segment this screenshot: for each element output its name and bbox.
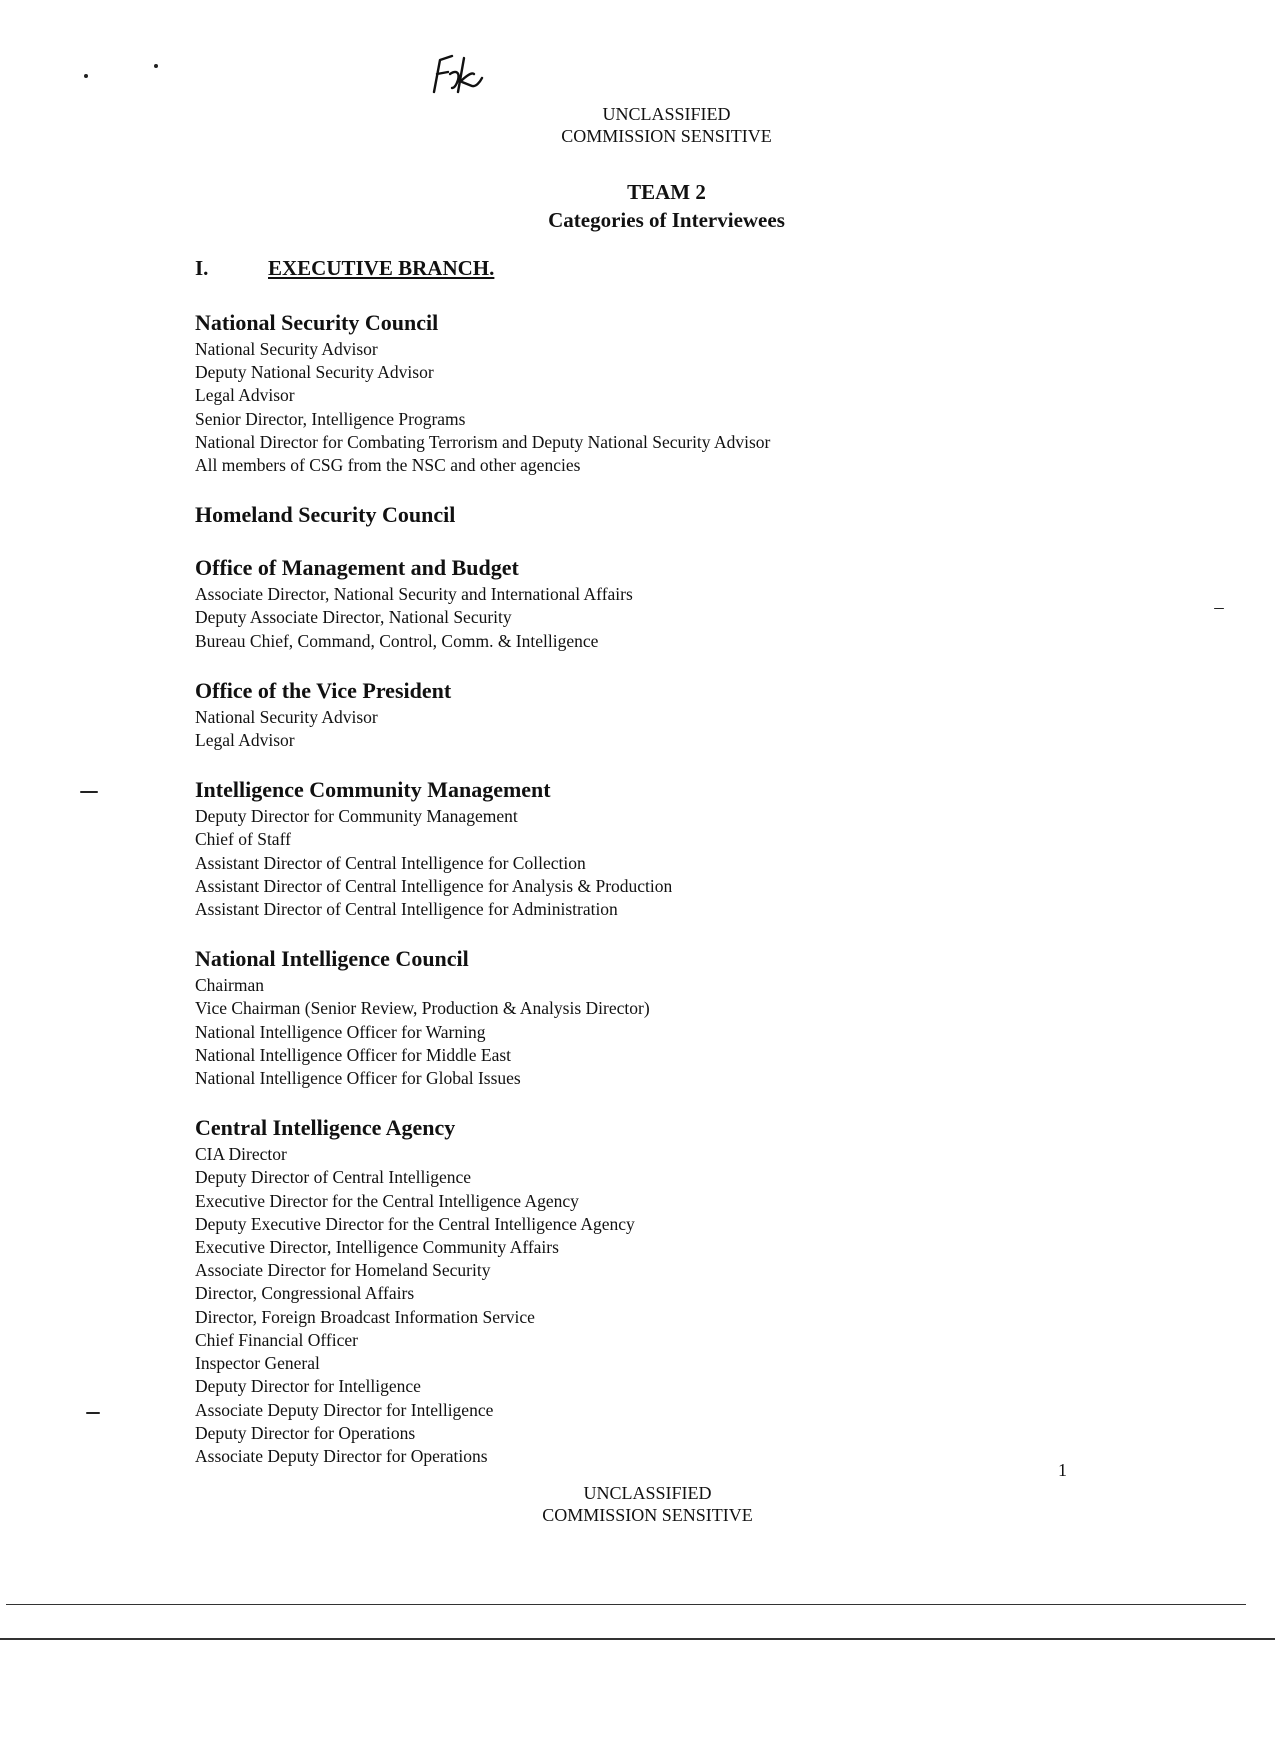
scan-speck — [1214, 608, 1224, 609]
group-spacer — [195, 1090, 1145, 1113]
classification-header-line2: COMMISSION SENSITIVE — [561, 126, 772, 146]
group-title: Office of Management and Budget — [195, 555, 519, 581]
scan-rule-upper — [6, 1604, 1246, 1605]
group-spacer — [195, 653, 1145, 676]
interviewee-position: Deputy National Security Advisor — [195, 362, 434, 383]
interviewee-position: Chief of Staff — [195, 829, 291, 850]
group-title: Office of the Vice President — [195, 677, 452, 703]
group-spacer — [195, 752, 1145, 775]
interviewee-position: Inspector General — [195, 1353, 320, 1374]
interviewee-group — [195, 676, 1145, 752]
interviewee-position: Deputy Director for Operations — [195, 1422, 416, 1443]
title-line2: Categories of Interviewees — [548, 208, 785, 232]
classification-footer-line1: UNCLASSIFIED — [583, 1483, 712, 1503]
interviewee-position: Director, Congressional Affairs — [195, 1283, 415, 1304]
interviewee-position: Senior Director, Intelligence Programs — [195, 408, 466, 429]
interviewee-position: Assistant Director of Central Intelligence for Administration — [195, 899, 618, 920]
group-item-list — [195, 805, 1145, 921]
interviewee-position: National Intelligence Officer for Middle East — [195, 1044, 512, 1065]
interviewee-position: CIA Director — [195, 1144, 287, 1165]
interviewee-position: Deputy Director for Community Management — [195, 806, 518, 827]
group-spacer — [195, 477, 1145, 500]
interviewee-position: Executive Director, Intelligence Community Affairs — [195, 1237, 559, 1258]
interviewee-position: Director, Foreign Broadcast Information Service — [195, 1306, 535, 1327]
classification-footer-line2: COMMISSION SENSITIVE — [542, 1505, 753, 1525]
group-title: Intelligence Community Management — [195, 777, 551, 803]
page-number: 1 — [1058, 1460, 1067, 1480]
group-title: Central Intelligence Agency — [195, 1115, 456, 1141]
section-number: I. — [195, 256, 209, 280]
group-title: National Security Council — [195, 310, 439, 335]
interviewee-position: Bureau Chief, Command, Control, Comm. & Intelligence — [195, 630, 599, 651]
interviewee-position: Chief Financial Officer — [195, 1329, 358, 1350]
document-title — [29, 178, 1275, 234]
interviewee-group — [195, 775, 1145, 921]
classification-header — [29, 103, 1275, 147]
interviewee-position: National Intelligence Officer for Global Issues — [195, 1068, 521, 1089]
interviewee-position: Executive Director for the Central Intelligence Agency — [195, 1190, 579, 1211]
interviewee-position: Associate Director for Homeland Security — [195, 1260, 491, 1281]
interviewee-groups — [195, 308, 1145, 1468]
section-title: EXECUTIVE BRANCH. — [268, 256, 495, 280]
interviewee-position: Assistant Director of Central Intelligence for Analysis & Production — [195, 875, 673, 896]
interviewee-position: Associate Deputy Director for Intelligence — [195, 1399, 494, 1420]
interviewee-position: Legal Advisor — [195, 730, 295, 751]
scan-speck — [84, 74, 88, 78]
group-title: Homeland Security Council — [195, 502, 456, 528]
title-line1: TEAM 2 — [627, 180, 706, 204]
interviewee-group — [195, 500, 1145, 530]
interviewee-position: Legal Advisor — [195, 385, 295, 406]
interviewee-position: Deputy Director of Central Intelligence — [195, 1167, 472, 1188]
interviewee-group — [195, 1113, 1145, 1468]
classification-footer — [10, 1482, 1275, 1526]
interviewee-position: Deputy Associate Director, National Security — [195, 607, 512, 628]
interviewee-position: National Security Advisor — [195, 339, 378, 359]
interviewee-position: National Security Advisor — [195, 706, 378, 727]
interviewee-group — [195, 553, 1145, 653]
group-item-list — [195, 338, 1145, 477]
interviewee-position: National Intelligence Officer for Warning — [195, 1021, 486, 1042]
group-item-list — [195, 706, 1145, 752]
group-title: National Intelligence Council — [195, 946, 469, 972]
interviewee-position: All members of CSG from the NSC and other agencies — [195, 455, 581, 476]
group-spacer — [195, 921, 1145, 944]
handwritten-initials — [430, 52, 500, 97]
interviewee-position: Vice Chairman (Senior Review, Production & Analysis Director) — [195, 998, 650, 1019]
group-item-list — [195, 1143, 1145, 1468]
scan-speck — [86, 1412, 100, 1414]
group-item-list — [195, 974, 1145, 1090]
interviewee-position: Associate Director, National Security and International Affairs — [195, 584, 633, 605]
scan-rule-lower — [0, 1638, 1275, 1640]
interviewee-position: Deputy Director for Intelligence — [195, 1376, 421, 1397]
interviewee-position: Chairman — [195, 975, 265, 996]
group-item-list — [195, 583, 1145, 653]
interviewee-group — [195, 944, 1145, 1090]
scan-speck — [154, 64, 158, 68]
classification-header-line1: UNCLASSIFIED — [602, 104, 731, 124]
group-spacer — [195, 530, 1145, 553]
interviewee-group — [195, 308, 1145, 477]
scan-speck — [80, 791, 98, 793]
interviewee-position: Associate Deputy Director for Operations — [195, 1445, 488, 1466]
section-heading — [195, 254, 494, 282]
interviewee-position: National Director for Combating Terrorism and Deputy National Security Advisor — [195, 431, 771, 452]
interviewee-position: Assistant Director of Central Intelligence for Collection — [195, 852, 586, 873]
interviewee-position: Deputy Executive Director for the Central Intelligence Agency — [195, 1213, 635, 1234]
